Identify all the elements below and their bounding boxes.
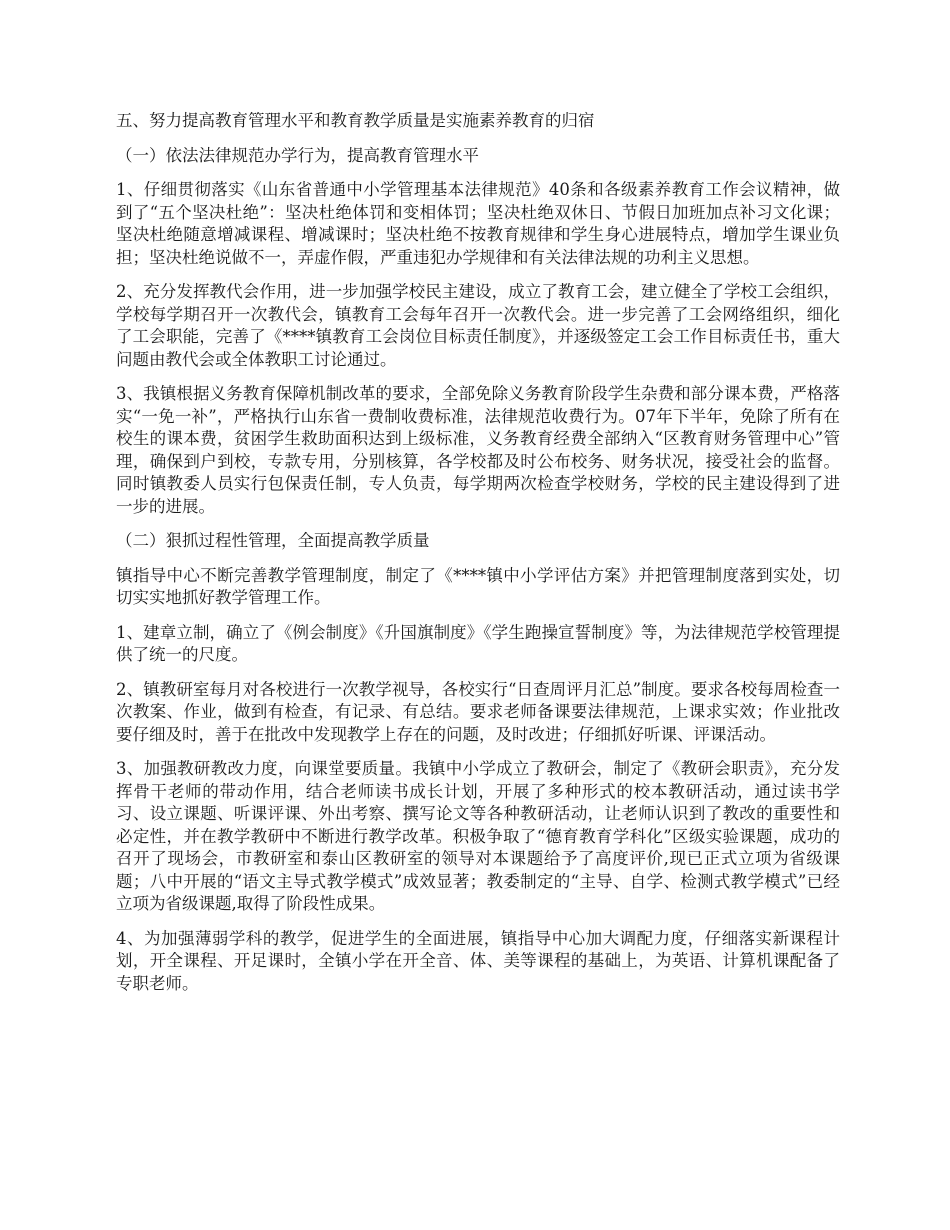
- paragraph-rule-3: 3、加强教研教改力度，向课堂要质量。我镇中小学成立了教研会，制定了《教研会职责》，充分发挥骨干老师的带动作用，结合老师读书成长计划，开展了多种形式的校本教研活动，通过读书学习、设立课题、听课评课、外出考察、撰写论文等各种教研活动，让老师认识到了教改的重要性和必定性，并在教学教研中不断进行教学改革。积极争取了“德育教育学科化”区级实验课题，成功的召开了现场会，市教研室和泰山区教研室的领导对本课题给予了高度评价,现已正式立项为省级课题；八中开展的“语文主导式教学模式”成效显著；教委制定的“主导、自学、检测式教学模式”已经立项为省级课题,取得了阶段性成果。: [116, 759, 840, 913]
- paragraph-rule-2: 2、镇教研室每月对各校进行一次教学视导，各校实行“日查周评月汇总”制度。要求各校每周检查一次教案、作业，做到有检查，有记录、有总结。要求老师备课要法律规范，上课求实效；作业批改要仔细及时，善于在批改中发现教学上存在的问题，及时改进；仔细抓好听课、评课活动。: [116, 679, 840, 744]
- document-body: [116, 110, 840, 1007]
- paragraph-item-3: 3、我镇根据义务教育保障机制改革的要求，全部免除义务教育阶段学生杂费和部分课本费，严格落实“一免一补”，严格执行山东省一费制收费标准，法律规范收费行为。07年下半年，免除了所有在校生的课本费，贫困学生救助面积达到上级标准，义务教育经费全部纳入“区教育财务管理中心”管理，确保到户到校，专款专用，分别核算，各学校都及时公布校务、财务状况，接受社会的监督。同时镇教委人员实行包保责任制，专人负责，每学期两次检查学校财务，学校的民主建设得到了进一步的进展。: [116, 384, 840, 516]
- paragraph-item-2: 2、充分发挥教代会作用，进一步加强学校民主建设，成立了教育工会，建立健全了学校工会组织，学校每学期召开一次教代会，镇教育工会每年召开一次教代会。进一步完善了工会网络组织，细化了工会职能，完善了《****镇教育工会岗位目标责任制度》，并逐级签定工会工作目标责任书，重大问题由教代会或全体教职工讨论通过。: [116, 282, 840, 369]
- subsection-heading-one: （一）依法法律规范办学行为，提高教育管理水平: [116, 145, 479, 165]
- paragraph-item-1: 1、仔细贯彻落实《山东省普通中小学管理基本法律规范》40条和各级素养教育工作会议精神，做到了“五个坚决杜绝”：坚决杜绝体罚和变相体罚；坚决杜绝双休日、节假日加班加点补习文化课；坚决杜绝随意增减课程、增减课时；坚决杜绝不按教育规律和学生身心进展特点，增加学生课业负担；坚决杜绝说做不一，弄虚作假，严重违犯办学规律和有关法律法规的功利主义思想。: [116, 180, 840, 267]
- paragraph-intro: 镇指导中心不断完善教学管理制度，制定了《****镇中小学评估方案》并把管理制度落到实处，切切实实地抓好教学管理工作。: [116, 565, 840, 607]
- section-heading-five: 五、努力提高教育管理水平和教育教学质量是实施素养教育的归宿: [116, 111, 595, 130]
- paragraph-rule-1: 1、建章立制，确立了《例会制度》《升国旗制度》《学生跑操宣誓制度》等，为法律规范学校管理提供了统一的尺度。: [116, 622, 840, 664]
- paragraph-rule-4: 4、为加强薄弱学科的教学，促进学生的全面进展，镇指导中心加大调配力度，仔细落实新课程计划，开全课程、开足课时，全镇小学在开全音、体、美等课程的基础上，为英语、计算机课配备了专职老师。: [116, 928, 840, 993]
- subsection-heading-two: （二）狠抓过程性管理，全面提高教学质量: [116, 531, 430, 550]
